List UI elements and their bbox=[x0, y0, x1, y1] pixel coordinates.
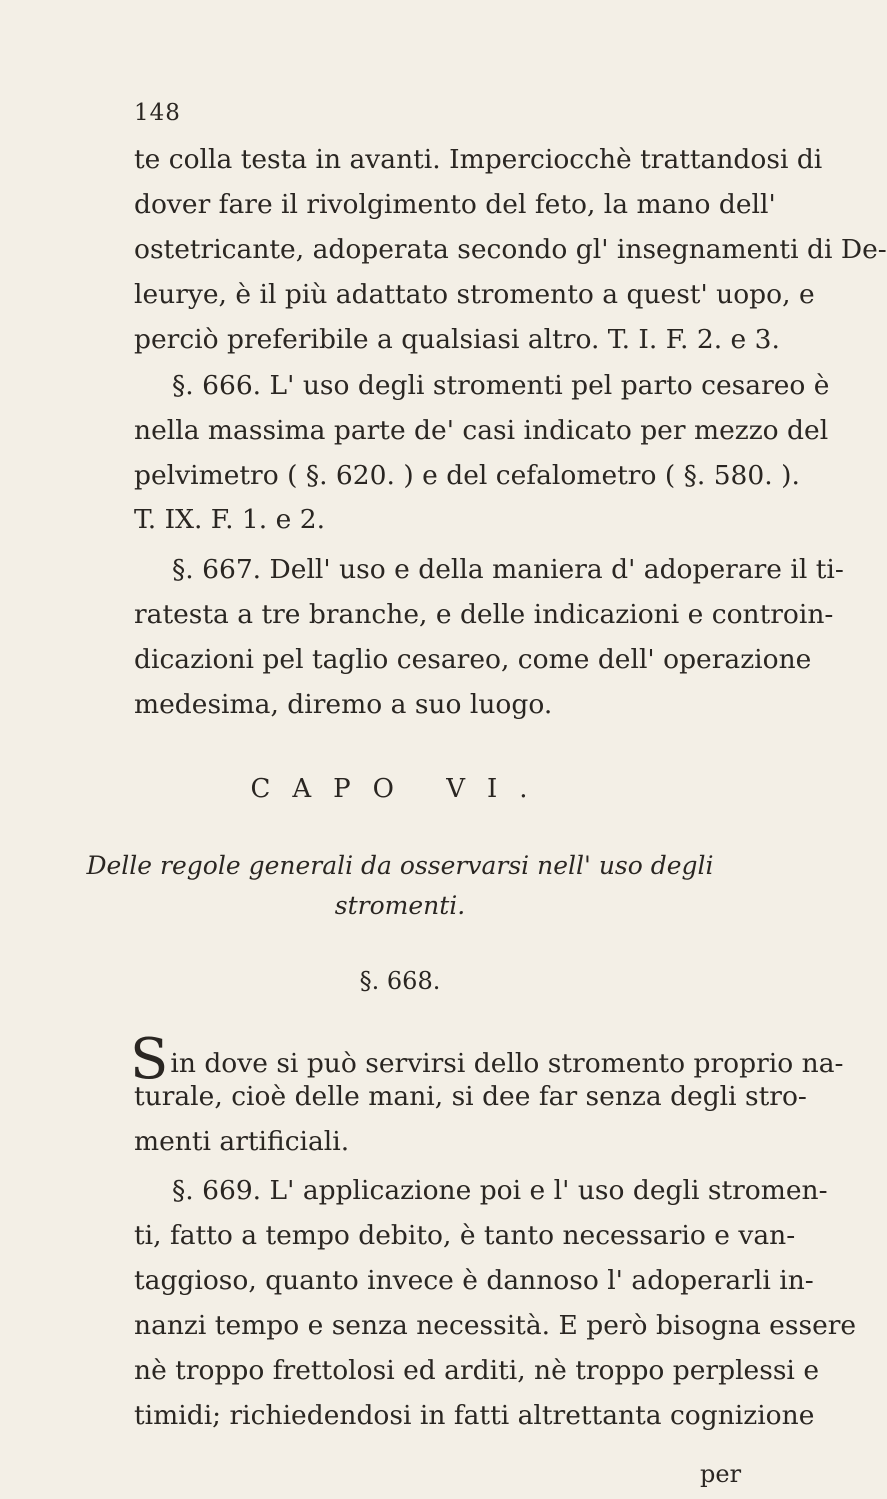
catchword: per bbox=[700, 1460, 742, 1488]
paragraph-666-line: pelvimetro ( §. 620. ) e del cefalometro ( §. 580. ). bbox=[134, 460, 800, 491]
text-line: ostetricante, adoperata secondo gl' insegnamenti di De- bbox=[134, 234, 887, 265]
paragraph-668-line: menti artificiali. bbox=[134, 1126, 350, 1157]
paragraph-667-line: §. 667. Dell' uso e della maniera d' adoperare il ti- bbox=[172, 554, 844, 585]
text-line: te colla testa in avanti. Imperciocchè trattandosi di bbox=[134, 144, 823, 175]
paragraph-666-line: T. IX. F. 1. e 2. bbox=[134, 504, 326, 535]
text-line: perciò preferibile a qualsiasi altro. T. I. F. 2. e 3. bbox=[134, 324, 780, 355]
paragraph-668-line: turale, cioè delle mani, si dee far senza degli stro- bbox=[134, 1081, 807, 1112]
paragraph-669-line: taggioso, quanto invece è dannoso l' adoperarli in- bbox=[134, 1265, 814, 1296]
paragraph-668-first-line bbox=[130, 1027, 844, 1092]
text-line: leurye, è il più adattato stromento a quest' uopo, e bbox=[134, 279, 815, 310]
paragraph-669-line: nanzi tempo e senza necessità. E però bisogna essere bbox=[134, 1310, 857, 1341]
drop-cap: S bbox=[130, 1027, 169, 1092]
chapter-heading: CAPO VI. bbox=[250, 774, 550, 804]
paragraph-669-line: nè troppo frettolosi ed arditi, nè troppo perplessi e bbox=[134, 1355, 820, 1386]
paragraph-667-line: medesima, diremo a suo luogo. bbox=[134, 689, 553, 720]
page-number: 148 bbox=[134, 100, 181, 126]
section-number: §. 668. bbox=[359, 967, 441, 995]
text-line: dover fare il rivolgimento del feto, la mano dell' bbox=[134, 189, 776, 220]
chapter-subtitle: stromenti. bbox=[334, 891, 466, 920]
paragraph-669-line: §. 669. L' applicazione poi e l' uso degli stromen- bbox=[172, 1175, 828, 1206]
paragraph-667-line: dicazioni pel taglio cesareo, come dell' operazione bbox=[134, 644, 812, 675]
paragraph-669-line: ti, fatto a tempo debito, è tanto necessario e van- bbox=[134, 1220, 796, 1251]
paragraph-669-line: timidi; richiedendosi in fatti altrettanta cognizione bbox=[134, 1400, 815, 1431]
paragraph-666-line: §. 666. L' uso degli stromenti pel parto cesareo è bbox=[172, 370, 830, 401]
paragraph-667-line: ratesta a tre branche, e delle indicazioni e controin- bbox=[134, 599, 834, 630]
paragraph-666-line: nella massima parte de' casi indicato per mezzo del bbox=[134, 415, 829, 446]
chapter-subtitle: Delle regole generali da osservarsi nell' uso degli bbox=[86, 851, 714, 880]
paragraph-668-text: in dove si può servirsi dello stromento proprio na- bbox=[170, 1048, 844, 1079]
